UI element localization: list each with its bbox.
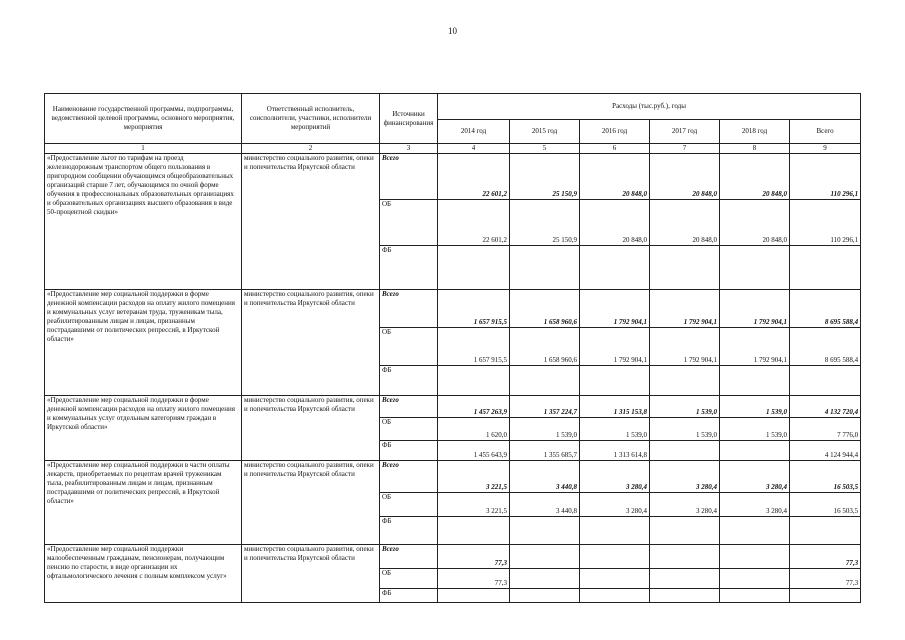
total-value: [790, 365, 861, 395]
amount-value: [720, 516, 790, 544]
header-source: Источники финансирования: [380, 94, 438, 144]
amount-value: 3 280,4: [650, 492, 720, 516]
header-year: 2016 год: [580, 120, 650, 144]
amount-value: 20 848,0: [580, 153, 650, 199]
amount-value: [510, 365, 580, 395]
amount-value: [510, 516, 580, 544]
amount-value: 1 792 904,1: [580, 289, 650, 327]
amount-value: 3 280,4: [650, 460, 720, 492]
amount-value: 3 280,4: [580, 492, 650, 516]
amount-value: 1 355 685,7: [510, 440, 580, 460]
header-year: 2017 год: [650, 120, 720, 144]
funding-source: ОБ: [380, 492, 438, 516]
amount-value: 1 357 224,7: [510, 395, 580, 417]
total-value: 77,3: [790, 544, 861, 568]
total-value: [790, 516, 861, 544]
amount-value: 1 792 904,1: [650, 289, 720, 327]
amount-value: [650, 440, 720, 460]
amount-value: 1 657 915,5: [438, 289, 510, 327]
amount-value: [720, 245, 790, 289]
amount-value: 20 848,0: [650, 199, 720, 245]
column-number: 1: [45, 144, 242, 154]
executor: министерство социального развития, опеки и попечительства Иркутской области: [242, 395, 380, 460]
amount-value: [510, 568, 580, 588]
amount-value: [650, 568, 720, 588]
amount-value: [510, 588, 580, 602]
column-number: 9: [790, 144, 861, 154]
measure-name: «Предоставление мер социальной поддержки в части оплаты лекарств, приобретаемых по рецептам врачей труженикам тыла, реабилитированным лицам и лицам, признанным пострадавшими от политических репрессий, в Иркутской области»: [45, 460, 242, 544]
amount-value: [438, 245, 510, 289]
table-row: [45, 289, 861, 327]
amount-value: [650, 365, 720, 395]
amount-value: 1 313 614,8: [580, 440, 650, 460]
amount-value: 3 221,5: [438, 460, 510, 492]
amount-value: [580, 516, 650, 544]
amount-value: [650, 588, 720, 602]
amount-value: 1 457 263,9: [438, 395, 510, 417]
funding-source: ОБ: [380, 417, 438, 440]
total-value: 16 503,5: [790, 492, 861, 516]
total-value: 16 503,5: [790, 460, 861, 492]
column-number: 4: [438, 144, 510, 154]
amount-value: 3 221,5: [438, 492, 510, 516]
total-value: 77,3: [790, 568, 861, 588]
total-value: [790, 588, 861, 602]
amount-value: 22 601,2: [438, 199, 510, 245]
column-number: 6: [580, 144, 650, 154]
executor: министерство социального развития, опеки и попечительства Иркутской области: [242, 544, 380, 602]
total-value: 7 776,0: [790, 417, 861, 440]
amount-value: 1 792 904,1: [720, 289, 790, 327]
total-value: 4 124 944,4: [790, 440, 861, 460]
amount-value: [650, 516, 720, 544]
header-expenses: Расходы (тыс.руб.), годы: [438, 94, 861, 120]
amount-value: 1 539,0: [510, 417, 580, 440]
amount-value: 3 280,4: [580, 460, 650, 492]
header-executor: Ответственный исполнитель, соисполнители, участники, исполнители мероприятий: [242, 94, 380, 144]
amount-value: 1 315 153,8: [580, 395, 650, 417]
amount-value: [650, 245, 720, 289]
amount-value: 1 539,0: [720, 417, 790, 440]
amount-value: 20 848,0: [650, 153, 720, 199]
funding-source: Всего: [380, 395, 438, 417]
total-value: 110 296,1: [790, 153, 861, 199]
amount-value: 1 455 643,9: [438, 440, 510, 460]
funding-source: Всего: [380, 153, 438, 199]
amount-value: [580, 245, 650, 289]
amount-value: 20 848,0: [580, 199, 650, 245]
expenditure-table: [44, 93, 861, 603]
amount-value: [650, 544, 720, 568]
amount-value: [580, 544, 650, 568]
table-row: [45, 153, 861, 199]
amount-value: [438, 365, 510, 395]
amount-value: 1 658 960,6: [510, 327, 580, 365]
amount-value: 1 620,0: [438, 417, 510, 440]
amount-value: 77,3: [438, 544, 510, 568]
amount-value: [510, 245, 580, 289]
amount-value: 1 792 904,1: [720, 327, 790, 365]
column-number: 5: [510, 144, 580, 154]
column-number: 3: [380, 144, 438, 154]
amount-value: 20 848,0: [720, 153, 790, 199]
funding-source: ФБ: [380, 245, 438, 289]
executor: министерство социального развития, опеки и попечительства Иркутской области: [242, 289, 380, 395]
amount-value: 1 792 904,1: [580, 327, 650, 365]
header-year: 2015 год: [510, 120, 580, 144]
funding-source: ФБ: [380, 516, 438, 544]
amount-value: [580, 568, 650, 588]
table-row: [45, 460, 861, 492]
measure-name: «Предоставление мер социальной поддержки в форме денежной компенсации расходов на оплату жилого помещения и коммунальных услуг отдельным категориям граждан в Иркутской области»: [45, 395, 242, 460]
amount-value: 3 280,4: [720, 492, 790, 516]
column-number: 2: [242, 144, 380, 154]
amount-value: [580, 365, 650, 395]
amount-value: [720, 440, 790, 460]
amount-value: [720, 365, 790, 395]
amount-value: 3 440,8: [510, 460, 580, 492]
measure-name: «Предоставление мер социальной поддержки малообеспеченным гражданам, пенсионерам, получающим пенсию по старости, в виде организации их офтальмологического лечения с полным комплексом услуг»: [45, 544, 242, 602]
amount-value: [510, 544, 580, 568]
funding-source: Всего: [380, 544, 438, 568]
executor: министерство социального развития, опеки и попечительства Иркутской области: [242, 460, 380, 544]
measure-name: «Предоставление мер социальной поддержки в форме денежной компенсации расходов на оплату жилого помещения и коммунальных услуг ветеранам труда, труженикам тыла, реабилитированным лицам и лицам, признанным пострадавшими от политических репрессий, в Иркутской области»: [45, 289, 242, 395]
column-number: 8: [720, 144, 790, 154]
total-value: 4 132 720,4: [790, 395, 861, 417]
column-number: 7: [650, 144, 720, 154]
table-row: [45, 395, 861, 417]
executor: министерство социального развития, опеки и попечительства Иркутской области: [242, 153, 380, 289]
funding-source: ОБ: [380, 568, 438, 588]
amount-value: 25 150,9: [510, 199, 580, 245]
page-number: 10: [448, 26, 457, 36]
table-row: [45, 544, 861, 568]
total-value: 8 695 588,4: [790, 289, 861, 327]
total-value: 110 296,1: [790, 199, 861, 245]
funding-source: ФБ: [380, 588, 438, 602]
amount-value: [580, 588, 650, 602]
amount-value: 1 539,0: [580, 417, 650, 440]
amount-value: [438, 516, 510, 544]
amount-value: 1 539,0: [720, 395, 790, 417]
amount-value: [720, 568, 790, 588]
total-value: [790, 245, 861, 289]
amount-value: 22 601,2: [438, 153, 510, 199]
amount-value: 1 539,0: [650, 417, 720, 440]
funding-source: ОБ: [380, 199, 438, 245]
measure-name: «Предоставление льгот по тарифам на проезд железнодорожным транспортом общего пользования в пригородном сообщении обучающимся общеобразовательных организаций старше 7 лет, обучающимся по очной форме обучения в профессиональных образовательных организациях и образовательных организациях высшего образования в виде 50-процентной скидки»: [45, 153, 242, 289]
amount-value: 3 280,4: [720, 460, 790, 492]
funding-source: ФБ: [380, 440, 438, 460]
funding-source: Всего: [380, 289, 438, 327]
amount-value: 20 848,0: [720, 199, 790, 245]
amount-value: 1 658 960,6: [510, 289, 580, 327]
amount-value: 25 150,9: [510, 153, 580, 199]
funding-source: ОБ: [380, 327, 438, 365]
total-value: 8 695 588,4: [790, 327, 861, 365]
header-year: 2018 год: [720, 120, 790, 144]
amount-value: 1 792 904,1: [650, 327, 720, 365]
amount-value: 77,3: [438, 568, 510, 588]
header-year: 2014 год: [438, 120, 510, 144]
funding-source: ФБ: [380, 365, 438, 395]
amount-value: [720, 544, 790, 568]
amount-value: 3 440,8: [510, 492, 580, 516]
amount-value: 1 657 915,5: [438, 327, 510, 365]
amount-value: [720, 588, 790, 602]
amount-value: 1 539,0: [650, 395, 720, 417]
header-total: Всего: [790, 120, 861, 144]
funding-source: Всего: [380, 460, 438, 492]
amount-value: [438, 588, 510, 602]
header-name: Наименование государственной программы, подпрограммы, ведомственной целевой программы, основного мероприятия, мероприятия: [45, 94, 242, 144]
